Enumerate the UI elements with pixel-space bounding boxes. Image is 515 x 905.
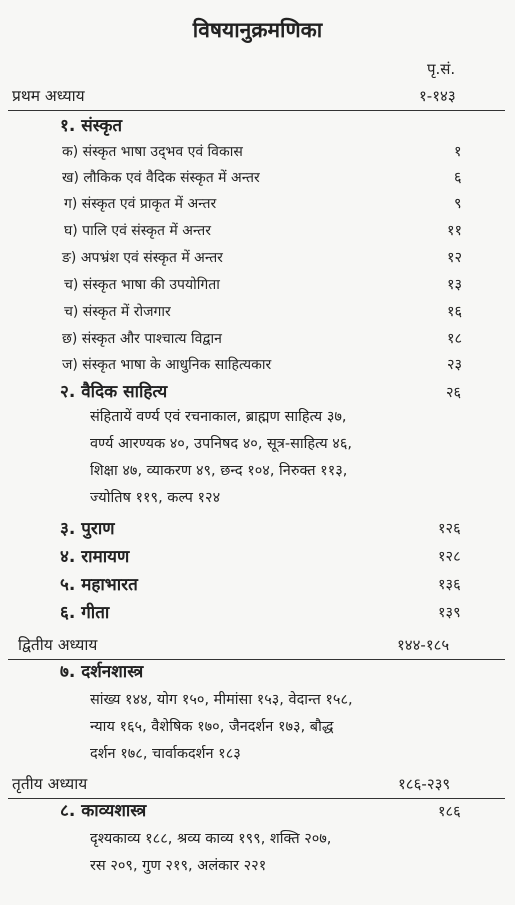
chapter-3-label: तृतीय अध्याय (12, 775, 88, 793)
s1-item-9-page: २३ (447, 357, 463, 373)
s1-item-6-page: १३ (447, 277, 463, 293)
section-2-title: २. वैदिक साहित्य (60, 382, 168, 402)
section-5-title: ५. महाभारत (60, 575, 138, 595)
chapter-2-pages: १४४-१८५ (397, 636, 450, 654)
section-2-line-1: संहितायें वर्ण्य एवं रचनाकाल, ब्राह्मण साहित्य ३७, (90, 409, 347, 425)
section-2-line-3: शिक्षा ४७, व्याकरण ४९, छन्द १०४, निरुक्त ११३, (90, 463, 348, 479)
chapter-3-pages: १८६-२३९ (398, 775, 451, 793)
s1-item-1-page: १ (454, 144, 462, 160)
section-6-page: १३९ (438, 605, 461, 621)
section-4-page: १२८ (438, 549, 461, 565)
chapter-1-rule (8, 110, 505, 111)
section-5-page: १३६ (438, 577, 461, 593)
section-2-line-2: वर्ण्य आरण्यक ४०, उपनिषद ४०, सूत्र-साहित्य ४६, (90, 436, 352, 452)
s1-item-2-page: ६ (454, 170, 462, 186)
s1-item-4-page: ११ (447, 223, 463, 239)
chapter-3-rule (8, 798, 505, 799)
section-3-title: ३. पुराण (60, 519, 115, 539)
s1-item-2-label: ख) लौकिक एवं वैदिक संस्कृत में अन्तर (62, 170, 260, 186)
section-1-title: १. संस्कृत (60, 116, 123, 136)
section-7-title: ७. दर्शनशास्त्र (60, 662, 144, 682)
s1-item-7-page: १६ (447, 304, 463, 320)
page-title: विषयानुक्रमणिका (192, 18, 323, 42)
section-7-line-2: न्याय १६५, वैशेषिक १७०, जैनदर्शन १७३, बौद्ध (90, 719, 334, 735)
section-6-title: ६. गीता (60, 603, 110, 623)
section-7-line-1: सांख्य १४४, योग १५०, मीमांसा १५३, वेदान्त १५८, (90, 692, 353, 708)
chapter-1-pages: १-१४३ (419, 87, 456, 105)
section-8-line-2: रस २०९, गुण २१९, अलंकार २२१ (90, 858, 267, 874)
chapter-2-rule (8, 659, 505, 660)
section-4-title: ४. रामायण (60, 547, 130, 567)
s1-item-5-page: १२ (447, 250, 463, 266)
s1-item-4-label: घ) पालि एवं संस्कृत में अन्तर (64, 223, 211, 239)
s1-item-3-page: ९ (454, 196, 462, 212)
section-8-line-1: दृश्यकाव्य १८८, श्रव्य काव्य १९९, शक्ति २०७, (90, 831, 332, 847)
s1-item-8-page: १८ (447, 331, 463, 347)
section-2-line-4: ज्योतिष ११९, कल्प १२४ (90, 490, 221, 506)
page-number-column-label: पृ.सं. (427, 60, 456, 78)
s1-item-9-label: ज) संस्कृत भाषा के आधुनिक साहित्यकार (62, 357, 272, 373)
section-7-line-3: दर्शन १७८, चार्वाकदर्शन १८३ (90, 746, 241, 762)
s1-item-7-label: च) संस्कृत में रोजगार (64, 304, 171, 320)
chapter-2-label: द्वितीय अध्याय (18, 636, 98, 654)
chapter-1-label: प्रथम अध्याय (12, 87, 85, 105)
s1-item-3-label: ग) संस्कृत एवं प्राकृत में अन्तर (64, 196, 217, 212)
s1-item-6-label: च) संस्कृत भाषा की उपयोगिता (64, 277, 220, 293)
s1-item-8-label: छ) संस्कृत और पाश्चात्य विद्वान (62, 331, 222, 347)
s1-item-5-label: ङ) अपभ्रंश एवं संस्कृत में अन्तर (62, 250, 223, 266)
section-2-page: २६ (446, 385, 462, 401)
section-8-page: १८६ (438, 804, 461, 820)
section-8-title: ८. काव्यशास्त्र (60, 801, 147, 821)
s1-item-1-label: क) संस्कृत भाषा उद्‌भव एवं विकास (62, 144, 243, 160)
section-3-page: १२६ (438, 521, 461, 537)
